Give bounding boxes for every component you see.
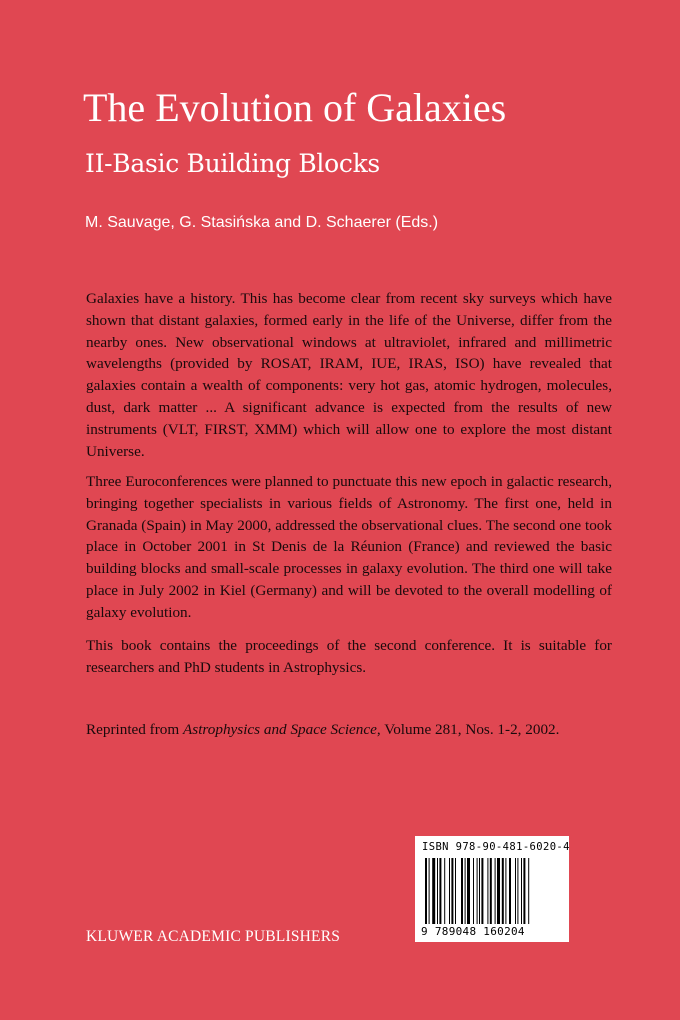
- barcode-bar: [429, 858, 430, 924]
- barcode-bar: [477, 858, 478, 924]
- barcode-bar: [523, 858, 525, 924]
- barcode-bar: [528, 858, 529, 924]
- barcode-bar: [467, 858, 470, 924]
- barcode-bar: [515, 858, 516, 924]
- description-paragraph-2: Three Euroconferences were planned to punctuate this new epoch in galactic research, bringing together specialists in various fields of Astronomy. The first one, held in Granada (Spain) in May 2000, addressed the observational clues. The second one took place in October 2001 in St Denis de la Réunion (France) and reviewed the basic building blocks and small-scale processes in galaxy evolution. The third one will take place in July 2002 in Kiel (Germany) and will be devoted to the overall modelling of galaxy evolution.: [86, 473, 612, 621]
- barcode-bar: [437, 858, 438, 924]
- barcode-bar: [505, 858, 506, 924]
- barcode-bar: [465, 858, 466, 924]
- barcode-bar: [455, 858, 456, 924]
- reprint-prefix: Reprinted from: [86, 721, 184, 738]
- barcode-bar: [479, 858, 480, 924]
- barcode-box: [415, 836, 569, 942]
- barcode-bar: [473, 858, 474, 924]
- book-title: The Evolution of Galaxies: [83, 85, 507, 130]
- barcode-bar: [509, 858, 511, 924]
- barcode-bar: [439, 858, 441, 924]
- barcode-bar: [481, 858, 483, 924]
- reprint-journal: Astrophysics and Space Science: [183, 721, 377, 738]
- barcode-bar: [490, 858, 492, 924]
- description-paragraph-3: This book contains the proceedings of the second conference. It is suitable for researchers and PhD students in Astrophysics.: [86, 637, 612, 676]
- barcode-bar: [487, 858, 488, 924]
- barcode-bar: [451, 858, 453, 924]
- barcode-bars: [425, 858, 559, 924]
- barcode-bar: [502, 858, 504, 924]
- description-paragraph-1: Galaxies have a history. This has become clear from recent sky surveys which have shown that distant galaxies, formed early in the life of the Universe, differ from the nearby ones. New observational windows at ultraviolet, infrared and millimetric wavelengths (provided by ROSAT, IRAM, IUE, IRAS, ISO) have revealed that galaxies contain a wealth of components: very hot gas, atomic hydrogen, molecules, dust, dark matter ... A significant advance is expected from the results of new instruments (VLT, FIRST, XMM) which will allow one to explore the most distant Universe.: [86, 290, 612, 460]
- barcode-bar: [521, 858, 522, 924]
- reprint-note: [86, 719, 626, 741]
- editors-line: M. Sauvage, G. Stasińska and D. Schaerer (Eds.): [85, 214, 439, 231]
- reprint-suffix: , Volume 281, Nos. 1-2, 2002.: [376, 721, 560, 738]
- barcode-bar: [461, 858, 463, 924]
- publisher-name: KLUWER ACADEMIC PUBLISHERS: [86, 928, 341, 945]
- barcode-bar: [495, 858, 496, 924]
- barcode-bar: [444, 858, 445, 924]
- barcode-bar: [517, 858, 518, 924]
- barcode-bar: [497, 858, 500, 924]
- isbn-label: ISBN 978-90-481-6020-4: [422, 841, 570, 853]
- barcode-bar: [425, 858, 427, 924]
- barcode-number: 9 789048 160204: [421, 925, 525, 938]
- barcode-bar: [449, 858, 450, 924]
- book-subtitle: II-Basic Building Blocks: [85, 149, 380, 178]
- barcode-bar: [432, 858, 435, 924]
